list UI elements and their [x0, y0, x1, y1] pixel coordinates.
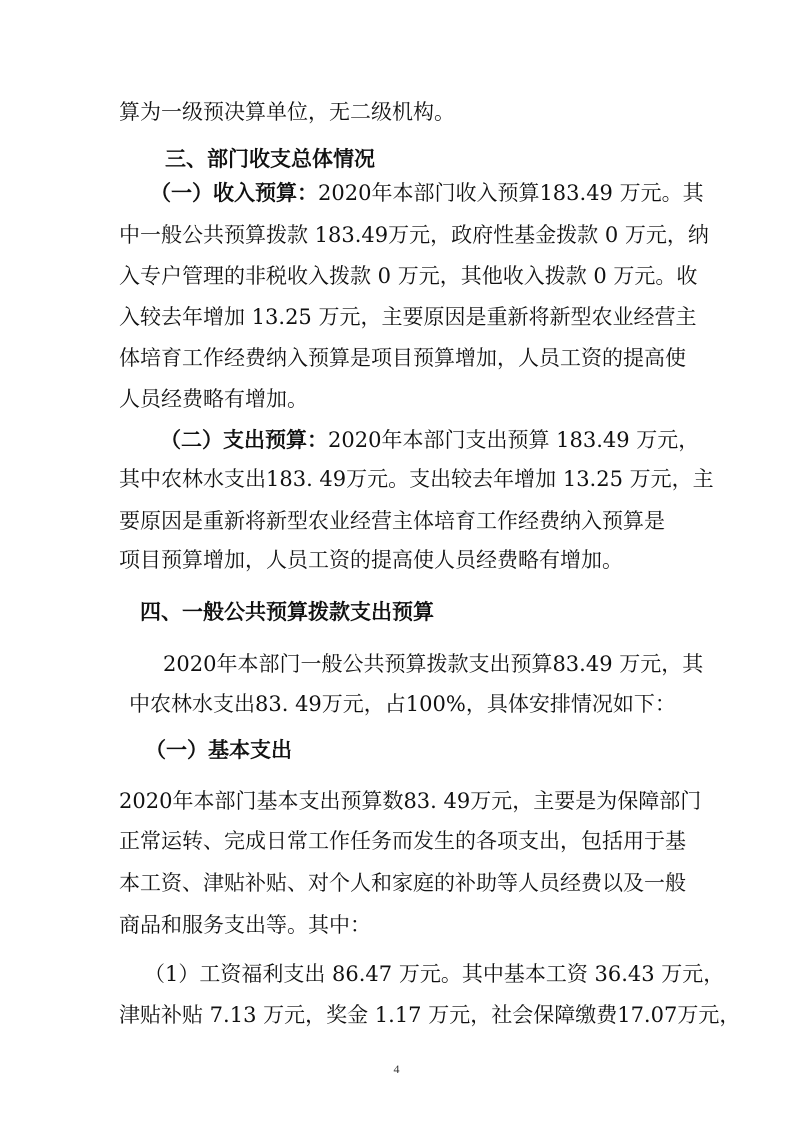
section-heading: 三、部门收支总体情况	[165, 147, 375, 171]
body-text-line: 入较去年增加 13.25 万元，主要原因是重新将新型农业经营主	[119, 305, 697, 329]
body-text-line: （1）工资福利支出 86.47 万元。其中基本工资 36.43 万元，	[144, 962, 725, 986]
body-text-line: 津贴补贴 7.13 万元，奖金 1.17 万元，社会保障缴费17.07万元，	[119, 1003, 741, 1027]
body-text-line: 入专户管理的非税收入拨款 0 万元，其他收入拨款 0 万元。收	[119, 264, 698, 288]
body-text-line: 项目预算增加，人员工资的提高使人员经费略有增加。	[119, 548, 623, 572]
body-text-line: 人员经费略有增加。	[119, 387, 308, 411]
body-text-line	[160, 426, 699, 454]
body-text-line: 其中农林水支出183. 49万元。支出较去年增加 13.25 万元，主	[119, 467, 714, 491]
body-text-line	[150, 179, 704, 207]
page-number: 4	[393, 1062, 400, 1076]
body-text-line: 算为一级预决算单位，无二级机构。	[119, 100, 455, 124]
section-heading: 四、一般公共预算拨款支出预算	[140, 600, 434, 624]
body-text-line: 中农林水支出83. 49万元，占100%，具体安排情况如下：	[129, 692, 676, 716]
body-text-line: 中一般公共预算拨款 183.49万元，政府性基金拨款 0 万元，纳	[119, 223, 709, 247]
body-text-line: 2020年本部门一般公共预算拨款支出预算83.49 万元，其	[163, 652, 704, 676]
body-text: 2020年本部门收入预算183.49 万元。其	[318, 181, 704, 205]
subsection-heading: （一）基本支出	[145, 738, 292, 762]
body-text: 2020年本部门支出预算 183.49 万元，	[328, 428, 700, 452]
body-text-line: 本工资、津贴补贴、对个人和家庭的补助等人员经费以及一般	[119, 871, 686, 895]
body-text-line: 要原因是重新将新型农业经营主体培育工作经费纳入预算是	[119, 509, 665, 533]
subsection-label: （一）收入预算：	[150, 181, 318, 205]
body-text-line: 体培育工作经费纳入预算是项目预算增加，人员工资的提高使	[119, 346, 686, 370]
body-text-line: 商品和服务支出等。其中：	[119, 913, 371, 937]
body-text-line: 2020年本部门基本支出预算数83. 49万元，主要是为保障部门	[119, 789, 702, 813]
body-text-line: 正常运转、完成日常工作任务而发生的各项支出，包括用于基	[119, 829, 686, 853]
subsection-label: （二）支出预算：	[160, 428, 328, 452]
